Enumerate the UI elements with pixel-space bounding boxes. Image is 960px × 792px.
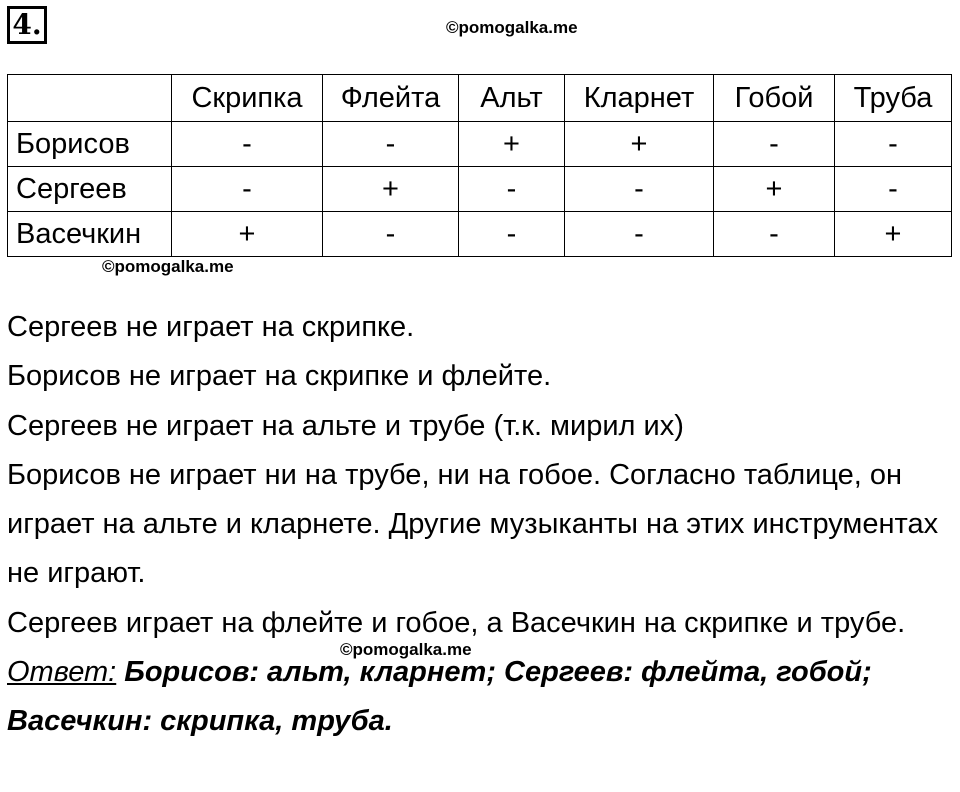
column-header: Труба	[835, 75, 952, 122]
table-cell: +	[714, 167, 835, 212]
instrument-table	[7, 74, 952, 257]
table-cell: -	[714, 122, 835, 167]
solution-paragraph: Сергеев не играет на альте и трубе (т.к. мирил их)	[7, 409, 684, 442]
solution-paragraph: Сергеев играет на флейте и гобое, а Васечкин на скрипке и трубе.	[7, 606, 906, 639]
table-cell: +	[172, 212, 323, 257]
column-header: Гобой	[714, 75, 835, 122]
solution-text	[7, 303, 952, 747]
table-cell: -	[565, 167, 714, 212]
watermark-in-text: ©pomogalka.me	[340, 640, 472, 659]
table-row	[8, 122, 952, 167]
row-name-cell: Борисов	[8, 122, 172, 167]
table-row	[8, 167, 952, 212]
table-cell: +	[459, 122, 565, 167]
table-cell: -	[459, 167, 565, 212]
solution-paragraph: Борисов не играет на скрипке и флейте.	[7, 360, 552, 393]
answer-paragraph	[7, 648, 952, 747]
row-name-cell: Васечкин	[8, 212, 172, 257]
table-cell: -	[459, 212, 565, 257]
table-cell: +	[835, 212, 952, 257]
task-number: 4.	[7, 6, 47, 44]
solution-paragraph: Сергеев не играет на скрипке.	[7, 311, 415, 343]
table-cell: -	[835, 167, 952, 212]
answer-label: Ответ:	[7, 656, 117, 689]
watermark-under-table: ©pomogalka.me	[102, 257, 234, 276]
solution-paragraph: Борисов не играет ни на трубе, ни на гобое. Согласно таблице, он играет на альте и кларнете. Другие музыканты на этих инструментах не играют.	[7, 458, 939, 590]
table-row	[8, 212, 952, 257]
table-cell: -	[172, 122, 323, 167]
table-cell: -	[714, 212, 835, 257]
table-cell: -	[835, 122, 952, 167]
table-cell: -	[323, 122, 459, 167]
table-cell: +	[565, 122, 714, 167]
answer-text: Борисов: альт, кларнет; Сергеев: флейта, гобой; Васечкин: скрипка, труба.	[7, 656, 872, 738]
table-corner-cell	[8, 75, 172, 122]
table-cell: -	[323, 212, 459, 257]
column-header: Флейта	[323, 75, 459, 122]
watermark-top: ©pomogalka.me	[446, 18, 578, 37]
table-cell: -	[565, 212, 714, 257]
table-cell: +	[323, 167, 459, 212]
column-header: Кларнет	[565, 75, 714, 122]
table-header-row	[8, 75, 952, 122]
table-cell: -	[172, 167, 323, 212]
row-name-cell: Сергеев	[8, 167, 172, 212]
column-header: Альт	[459, 75, 565, 122]
column-header: Скрипка	[172, 75, 323, 122]
